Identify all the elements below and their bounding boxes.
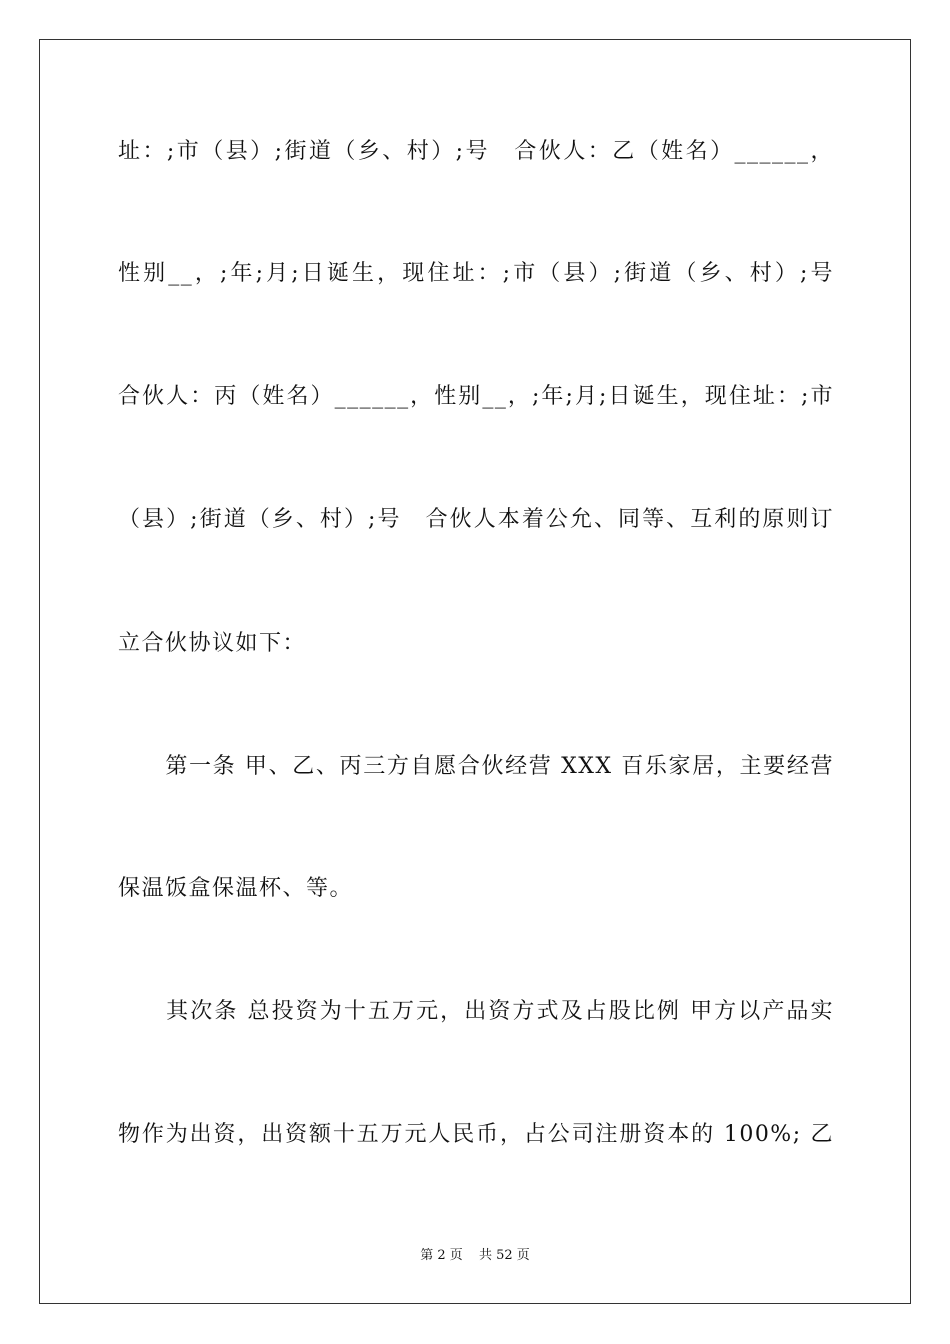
- text-line-2: 性别__，;年;月;日诞生，现住址：;市（县）;街道（乡、村）;号: [118, 261, 834, 286]
- page-number: 第 2 页: [420, 1248, 463, 1263]
- text-line-8: 其次条 总投资为十五万元，出资方式及占股比例 甲方以产品实: [118, 999, 834, 1024]
- text-line-3: 合伙人：丙（姓名）______，性别__，;年;月;日诞生，现住址：;市: [118, 384, 834, 409]
- text-line-6: 第一条 甲、乙、丙三方自愿合伙经营 XXX 百乐家居，主要经营: [118, 754, 834, 779]
- text-line-5: 立合伙协议如下：: [118, 631, 307, 656]
- text-line-1: 址：;市（县）;街道（乡、村）;号 合伙人：乙（姓名）______，: [118, 139, 834, 164]
- text-line-7: 保温饭盒保温杯、等。: [118, 876, 354, 901]
- page-footer: [0, 1247, 950, 1265]
- text-line-4: （县）;街道（乡、村）;号 合伙人本着公允、同等、互利的原则订: [118, 507, 834, 532]
- page-total: 共 52 页: [478, 1248, 530, 1263]
- text-line-9: 物作为出资，出资额十五万元人民币，占公司注册资本的 100%; 乙: [118, 1122, 834, 1147]
- page-border: [39, 39, 911, 1304]
